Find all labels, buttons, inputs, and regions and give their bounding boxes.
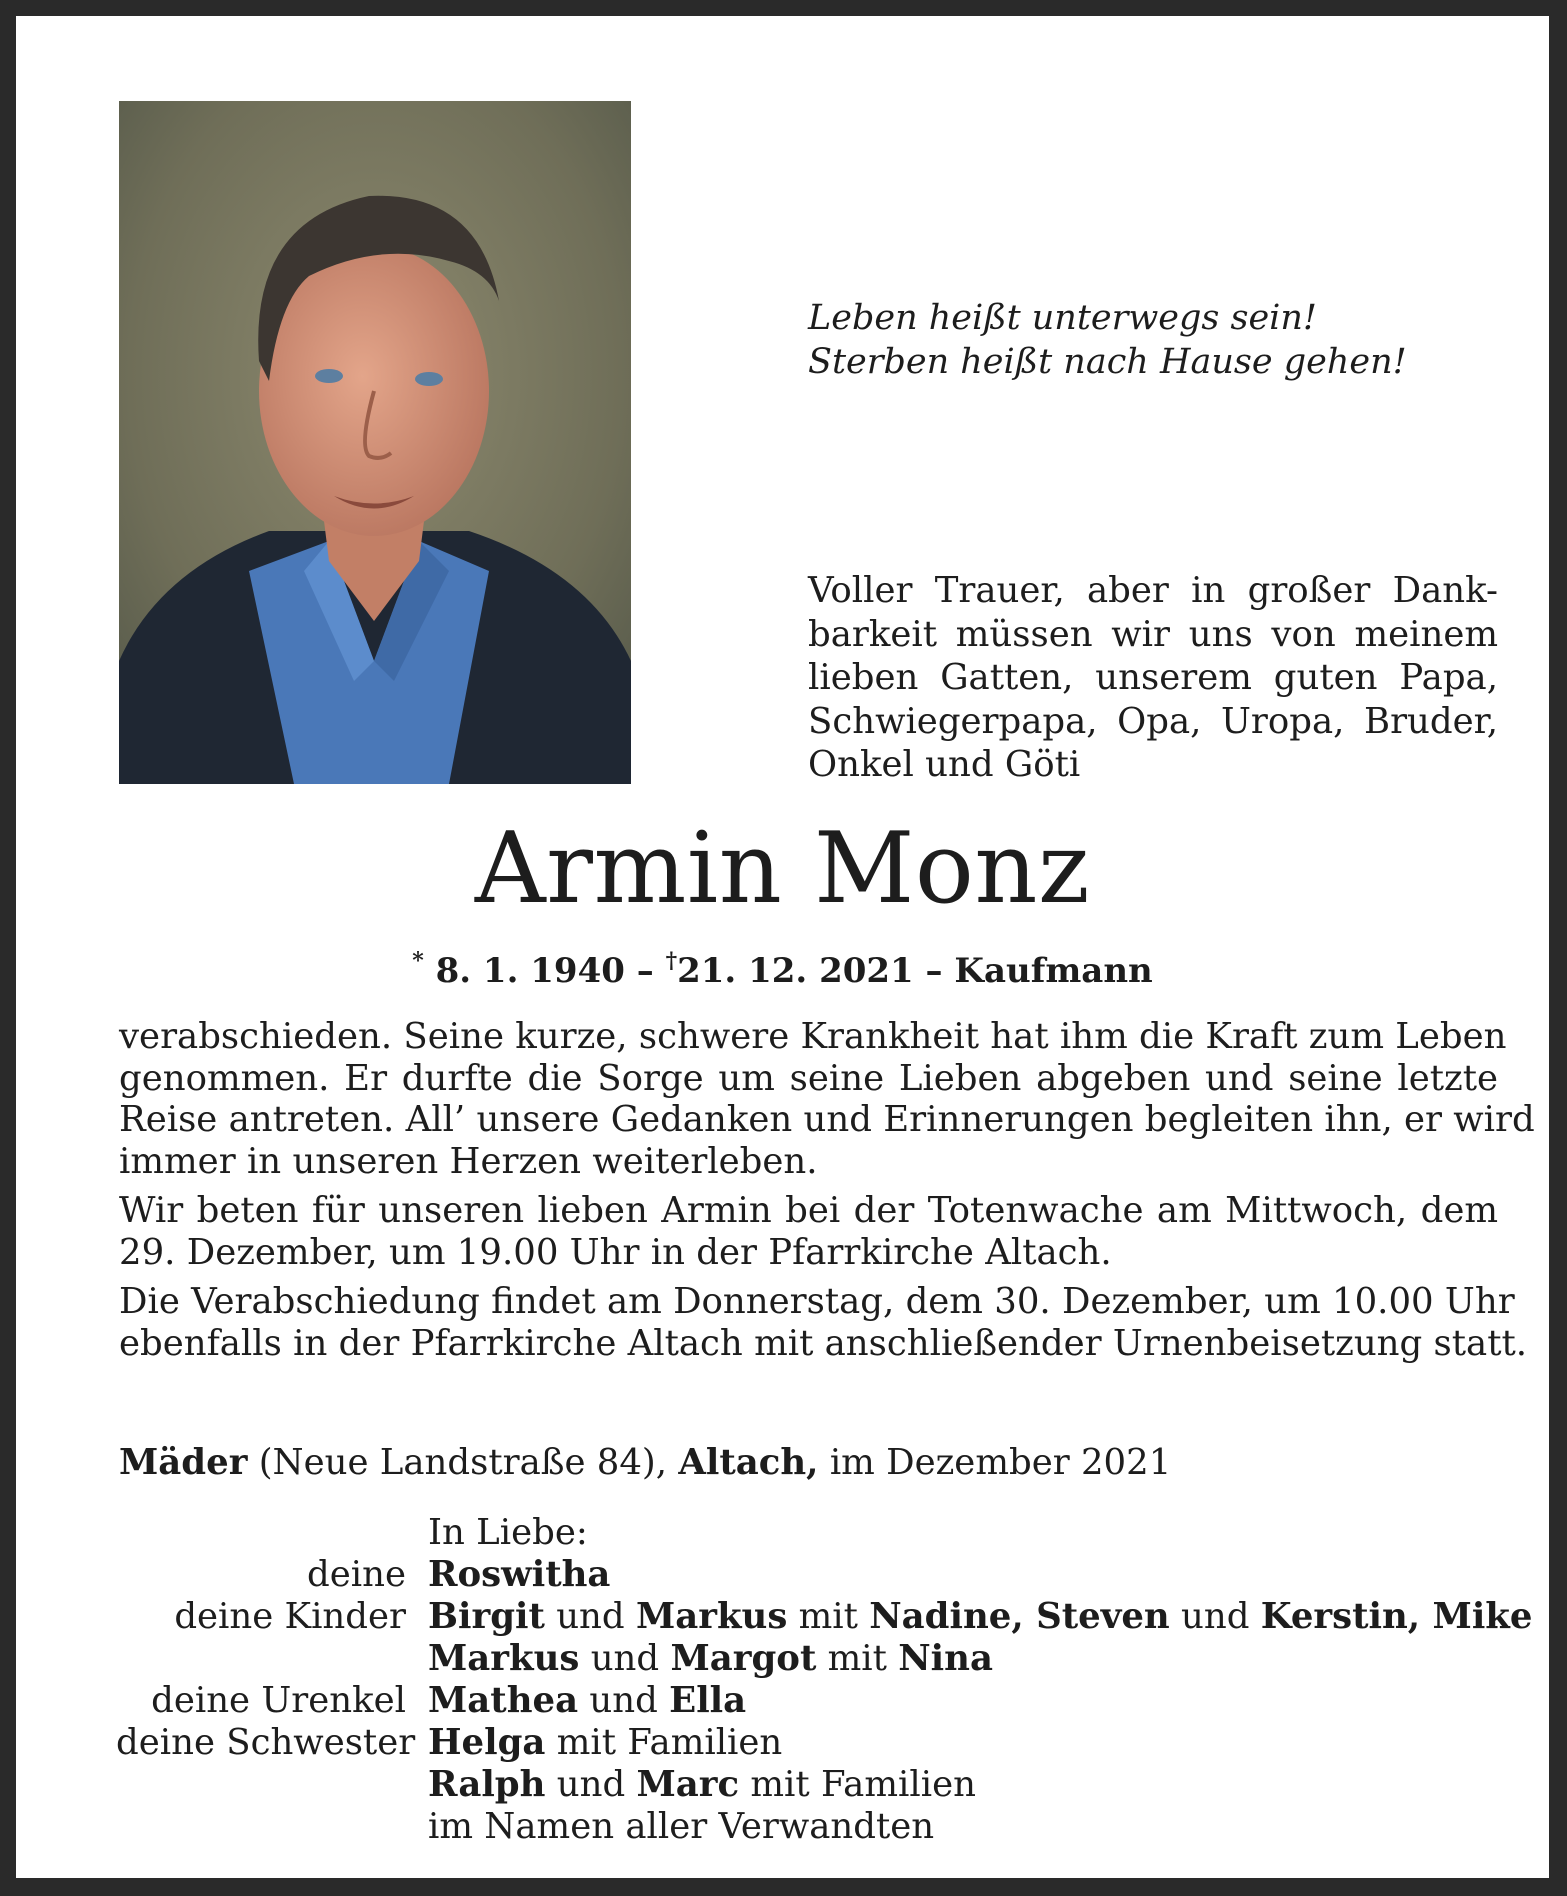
mourner-name: Roswitha bbox=[428, 1554, 611, 1595]
mourner-name: Markus bbox=[428, 1638, 580, 1679]
intro-line: lieben Gatten, unserem guten Papa, bbox=[808, 657, 1498, 698]
connector-text: mit bbox=[787, 1596, 870, 1637]
connector-text: und bbox=[1169, 1596, 1261, 1637]
mourner-names bbox=[428, 1638, 993, 1680]
body-line: immer in unseren Herzen weiterleben. bbox=[119, 1140, 818, 1182]
mourner-name: Nina bbox=[898, 1638, 993, 1679]
body-line: Die Verabschiedung findet am Donnerstag, dem 30. Dezember, um 10.00 Uhr bbox=[119, 1281, 1515, 1322]
relation-label: deine Schwester bbox=[116, 1722, 416, 1763]
paragraph bbox=[119, 1281, 1528, 1364]
body-line: Reise antreten. All’ unsere Gedanken und Erinnerungen begleiten ihn, er wird bbox=[119, 1099, 1535, 1140]
mourner-names bbox=[428, 1764, 976, 1806]
mourner-row bbox=[116, 1554, 1533, 1596]
address: (Neue Landstraße 84), bbox=[247, 1442, 679, 1483]
mourner-names bbox=[428, 1554, 610, 1596]
relation-label: deine Kinder bbox=[174, 1596, 406, 1637]
relation-label bbox=[116, 1638, 428, 1680]
relation-label bbox=[116, 1806, 428, 1848]
mourner-name: Ella bbox=[669, 1680, 747, 1721]
mourners-list bbox=[116, 1512, 1533, 1848]
mourner-name: Ralph bbox=[428, 1764, 546, 1805]
mourner-name: Nadine, Steven bbox=[869, 1596, 1170, 1637]
body-line: genommen. Er durfte die Sorge um seine Lieben abgeben und seine letzte bbox=[119, 1057, 1498, 1099]
relation-label bbox=[116, 1764, 428, 1806]
town-name: Altach, bbox=[678, 1442, 819, 1483]
mourner-row bbox=[116, 1680, 1533, 1722]
mourner-row bbox=[116, 1596, 1533, 1638]
mourner-name: Helga bbox=[428, 1722, 546, 1763]
body-line: ebenfalls in der Pfarrkirche Altach mit anschließender Urnenbeisetzung statt. bbox=[119, 1322, 1528, 1364]
motto-line-2: Sterben heißt nach Hause gehen! bbox=[808, 342, 1407, 382]
mourner-row bbox=[116, 1722, 1533, 1764]
mourner-name: Birgit bbox=[428, 1596, 545, 1637]
connector-text: mit Familien bbox=[739, 1764, 976, 1805]
portrait-photo bbox=[119, 101, 631, 784]
portrait-image bbox=[119, 101, 631, 784]
mourner-names bbox=[428, 1806, 934, 1848]
life-dates bbox=[16, 941, 1549, 991]
motto-line-1: Leben heißt unterwegs sein! bbox=[808, 298, 1317, 338]
motto bbox=[808, 296, 1407, 384]
death-date: 21. 12. 2021 bbox=[677, 951, 914, 991]
death-symbol: † bbox=[665, 948, 678, 974]
body-line: Wir beten für unseren lieben Armin bei der Totenwache am Mittwoch, dem bbox=[119, 1190, 1498, 1231]
place-and-date bbox=[119, 1442, 1171, 1484]
date-separator: – bbox=[636, 951, 654, 991]
mourner-names bbox=[428, 1722, 782, 1764]
mourner-names bbox=[428, 1680, 746, 1722]
intro-text bbox=[808, 569, 1498, 787]
birth-date: 8. 1. 1940 bbox=[435, 951, 625, 991]
mourner-row bbox=[116, 1638, 1533, 1680]
relation-label: deine bbox=[307, 1554, 406, 1595]
obituary-body bbox=[119, 1016, 1535, 1372]
connector-text: mit Familien bbox=[545, 1722, 783, 1763]
town-name: Mäder bbox=[119, 1442, 248, 1483]
mourner-row bbox=[116, 1764, 1533, 1806]
connector-text: und bbox=[578, 1680, 670, 1721]
paragraph bbox=[119, 1016, 1535, 1182]
connector-text: mit bbox=[816, 1638, 899, 1679]
mourners-heading: In Liebe: bbox=[428, 1512, 588, 1553]
body-line: verabschieden. Seine kurze, schwere Krankheit hat ihm die Kraft zum Leben bbox=[119, 1016, 1507, 1057]
relation-label: deine Urenkel bbox=[151, 1680, 406, 1721]
intro-line: barkeit müssen wir uns von meinem bbox=[808, 613, 1498, 655]
mourner-name: Margot bbox=[670, 1638, 817, 1679]
mourner-name: Kerstin, Mike bbox=[1260, 1596, 1533, 1637]
intro-line: Onkel und Göti bbox=[808, 744, 1081, 785]
mourner-name: Markus bbox=[635, 1596, 788, 1637]
occupation: Kaufmann bbox=[954, 951, 1153, 991]
body-line: 29. Dezember, um 19.00 Uhr in der Pfarrkirche Altach. bbox=[119, 1231, 1112, 1273]
deceased-name: Armin Monz bbox=[474, 812, 1091, 926]
mourner-names bbox=[428, 1596, 1533, 1638]
date-separator: – bbox=[925, 951, 943, 991]
paragraph bbox=[119, 1190, 1498, 1273]
date-text: im Dezember 2021 bbox=[818, 1442, 1172, 1483]
birth-symbol: * bbox=[412, 948, 424, 974]
mourner-row bbox=[116, 1806, 1533, 1848]
mourner-name: Mathea bbox=[428, 1680, 579, 1721]
connector-text: im Namen aller Verwandten bbox=[428, 1806, 935, 1847]
connector-text: und bbox=[579, 1638, 671, 1679]
mourner-name: Marc bbox=[636, 1764, 740, 1805]
intro-line: Voller Trauer, aber in großer Dank- bbox=[808, 570, 1498, 611]
connector-text: und bbox=[544, 1596, 636, 1637]
obituary-page bbox=[16, 16, 1549, 1878]
mourners-heading-row bbox=[116, 1512, 1533, 1554]
intro-line: Schwiegerpapa, Opa, Uropa, Bruder, bbox=[808, 700, 1498, 742]
connector-text: und bbox=[545, 1764, 637, 1805]
